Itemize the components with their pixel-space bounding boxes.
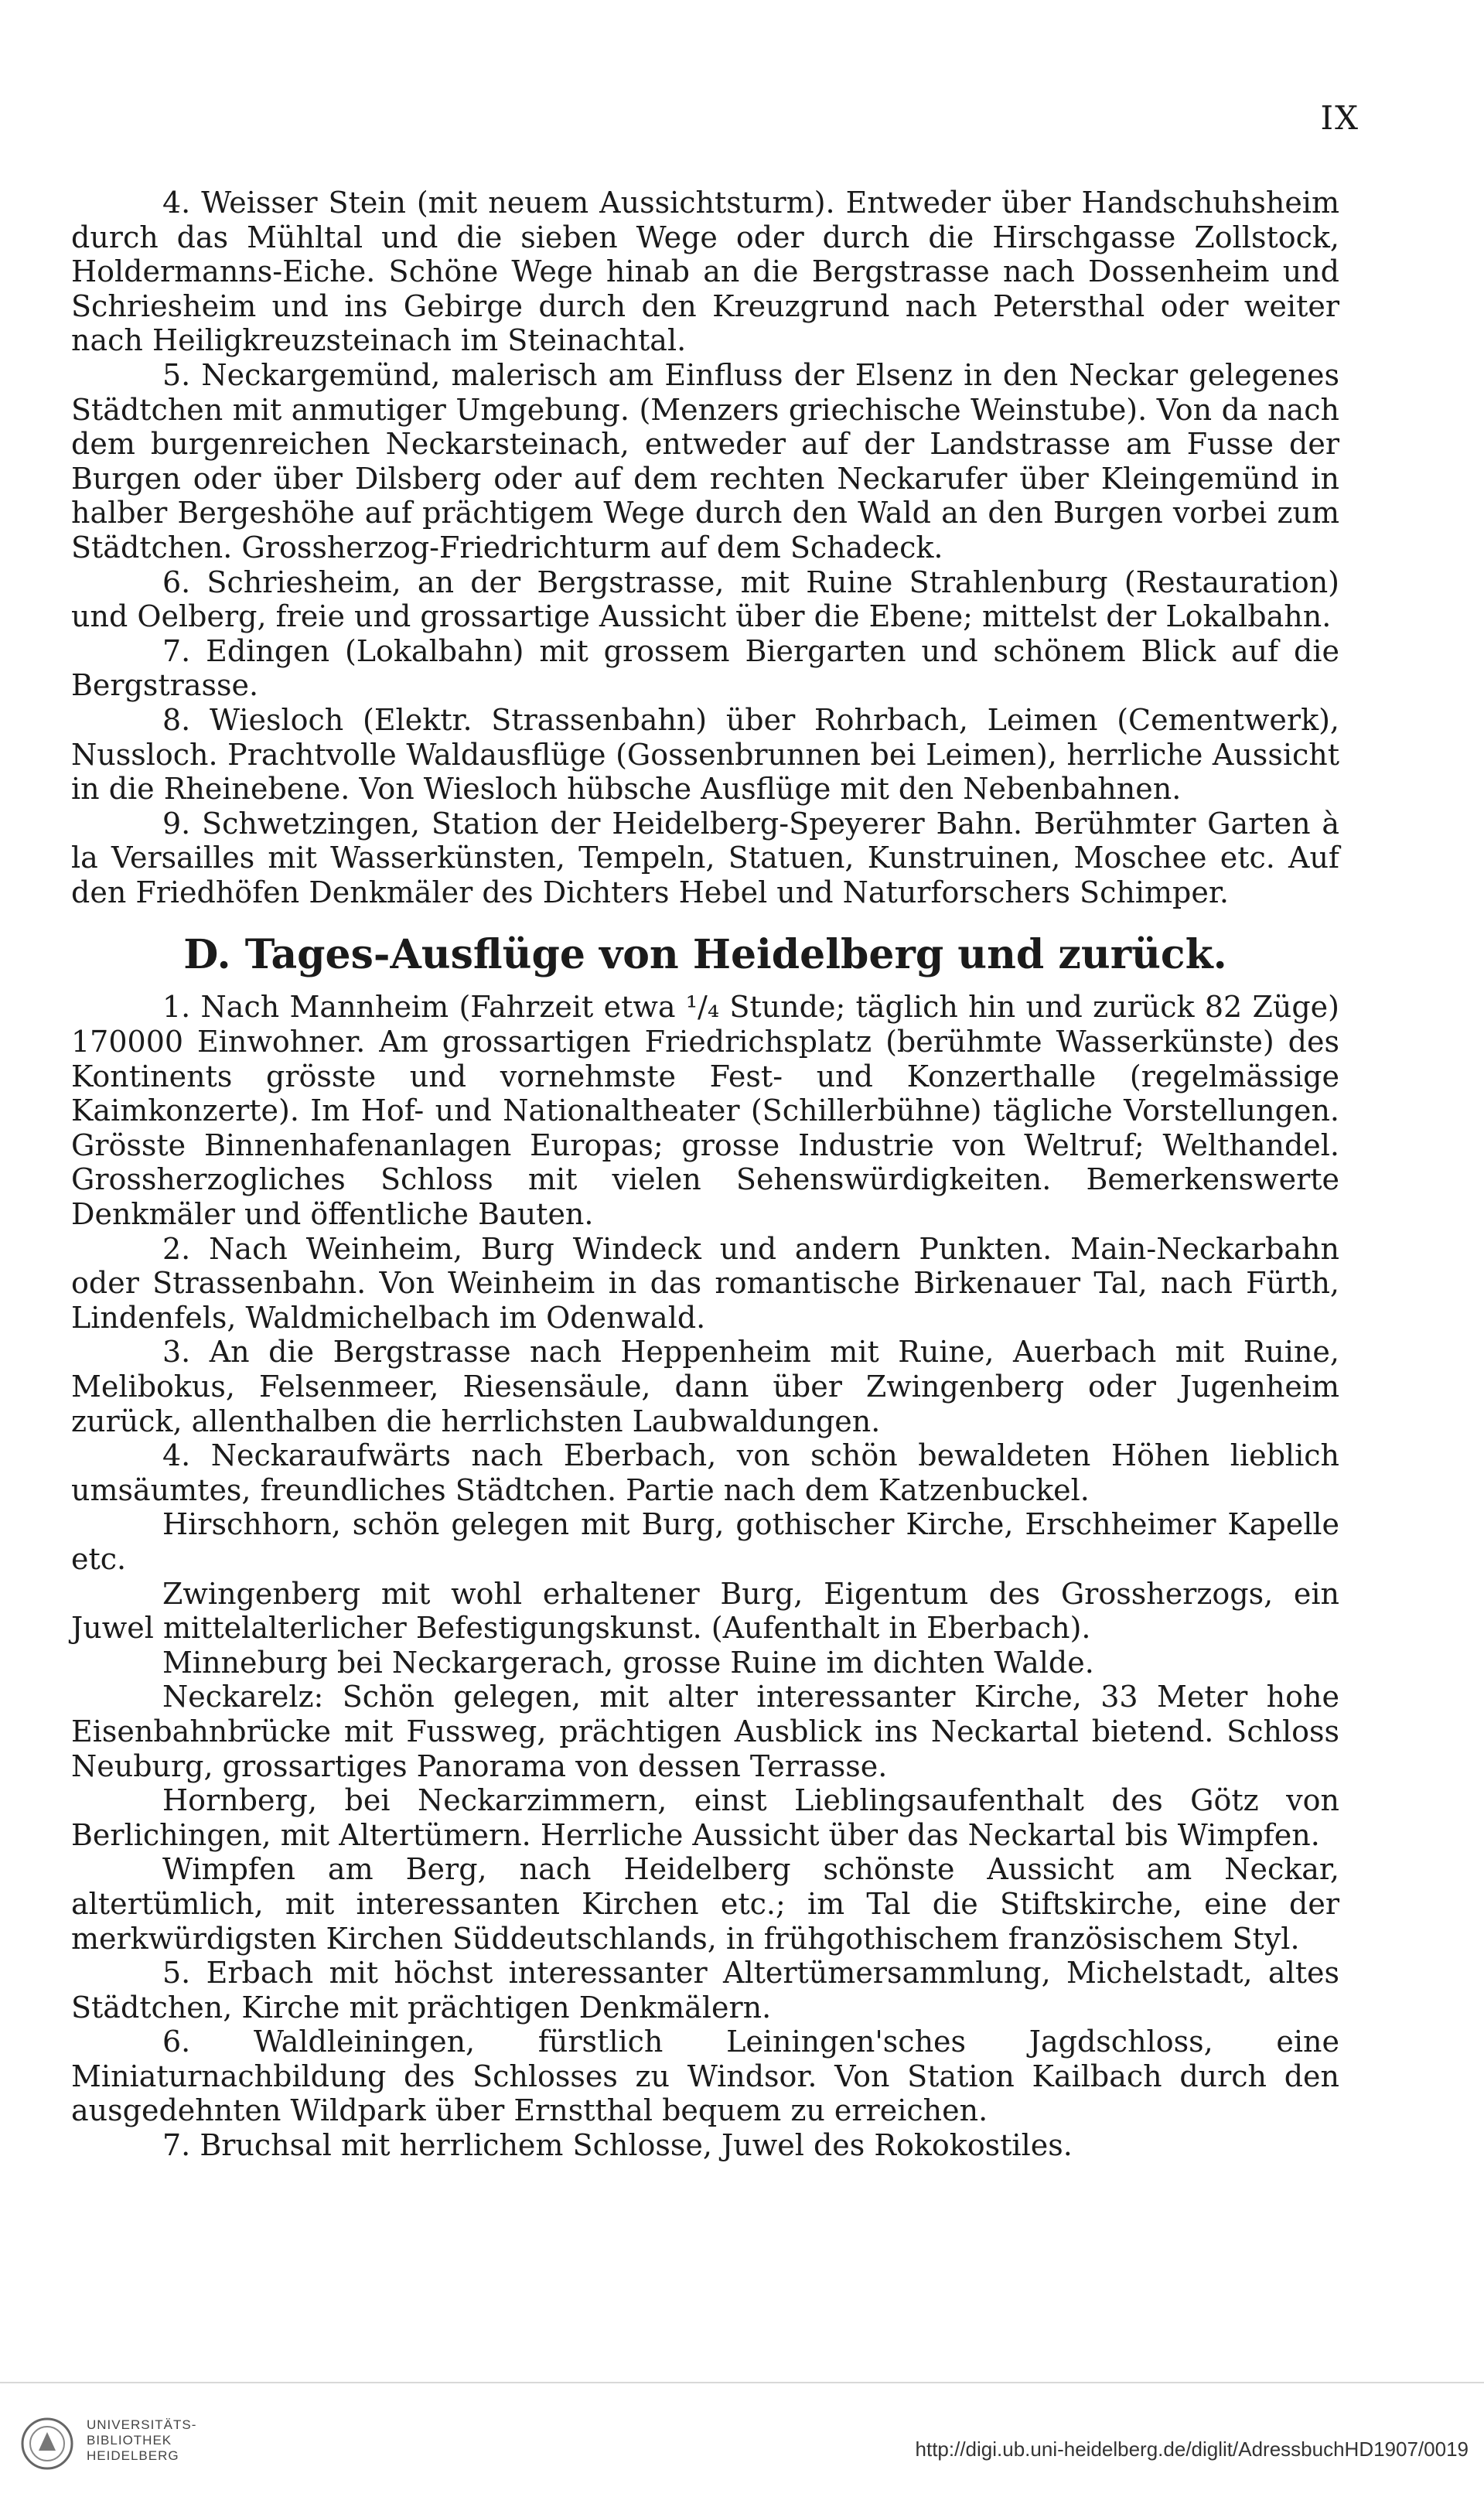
paragraph: 7. Edingen (Lokalbahn) mit grossem Biergarten und schönem Blick auf die Bergstrasse. (71, 633, 1339, 703)
paragraph: 4. Weisser Stein (mit neuem Aussichtsturm). Entweder über Handschuhsheim durch das Mühltal und die sieben Wege oder durch die Hirschgasse Zollstock, Holdermanns-Eiche. Schöne Wege hinab an die Bergstrasse nach Dossenheim und Schriesheim und ins Gebirge durch den Kreuzgrund nach Petersthal oder weiter nach Heiligkreuzsteinach im Steinachtal. (71, 186, 1339, 358)
paragraph: 7. Bruchsal mit herrlichem Schlosse, Juwel des Rokokostiles. (162, 2128, 1073, 2163)
paragraph: Zwingenberg mit wohl erhaltener Burg, Eigentum des Grossherzogs, ein Juwel mittelalterlicher Befestigungskunst. (Aufenthalt in Eberbach). (71, 1576, 1339, 1646)
library-name (87, 2417, 196, 2464)
paragraph: Hirschhorn, schön gelegen mit Burg, gothischer Kirche, Erschheimer Kapelle etc. (71, 1507, 1339, 1576)
paragraph: 8. Wiesloch (Elektr. Strassenbahn) über Rohrbach, Leimen (Cementwerk), Nussloch. Prachtvolle Waldausflüge (Gossenbrunnen bei Leimen), herrliche Aussicht in die Rheinebene. Von Wiesloch hübsche Ausflüge mit den Nebenbahnen. (71, 702, 1339, 807)
paragraph: 5. Erbach mit höchst interessanter Altertümersammlung, Michelstadt, altes Städtchen, Kirche mit prächtigen Denkmälern. (71, 1956, 1339, 2025)
paragraph: 9. Schwetzingen, Station der Heidelberg-Speyerer Bahn. Berühmter Garten à la Versailles mit Wasserkünsten, Tempeln, Statuen, Kunstruinen, Moschee etc. Auf den Friedhöfen Denkmäler des Dichters Hebel und Naturforschers Schimper. (71, 806, 1339, 909)
paragraph: Wimpfen am Berg, nach Heidelberg schönste Aussicht am Neckar, altertümlich, mit interessanten Kirchen etc.; im Tal die Stiftskirche, eine der merkwürdigsten Kirchen Süddeutschlands, in frühgothischem französischem Styl. (71, 1852, 1339, 1956)
paragraph: 6. Schriesheim, an der Bergstrasse, mit Ruine Strahlenburg (Restauration) und Oelberg, freie und grossartige Aussicht über die Ebene; mittelst der Lokalbahn. (71, 565, 1339, 634)
library-line: HEIDELBERG (87, 2448, 179, 2463)
section-heading: D. Tages-Ausflüge von Heidelberg und zurück. (183, 931, 1227, 979)
paragraph: Hornberg, bei Neckarzimmern, einst Lieblingsaufenthalt des Götz von Berlichingen, mit Altertümern. Herrliche Aussicht über das Neckartal bis Wimpfen. (71, 1783, 1339, 1852)
paragraph: 3. An die Bergstrasse nach Heppenheim mit Ruine, Auerbach mit Ruine, Melibokus, Felsenmeer, Riesensäule, dann über Zwingenberg oder Jugenheim zurück, allenthalben die herrlichsten Laubwaldungen. (71, 1335, 1339, 1438)
body-text (71, 186, 1339, 2163)
footer (0, 2382, 1484, 2504)
paragraph: 6. Waldleiningen, fürstlich Leiningen'sches Jagdschloss, eine Miniaturnachbildung des Schlosses zu Windsor. Von Station Kailbach durch den ausgedehnten Wildpark über Ernstthal bequem zu erreichen. (71, 2025, 1339, 2128)
paragraph: 5. Neckargemünd, malerisch am Einfluss der Elsenz in den Neckar gelegenes Städtchen mit anmutiger Umgebung. (Menzers griechische Weinstube). Von da nach dem burgenreichen Neckarsteinach, entweder auf der Landstrasse am Fusse der Burgen oder über Dilsberg oder auf dem rechten Neckarufer über Kleingemünd in halber Bergeshöhe auf prächtigem Wege durch den Wald an den Burgen vorbei zum Städtchen. Grossherzog-Friedrichturm auf dem Schadeck. (71, 357, 1339, 565)
library-line: UNIVERSITÄTS- (87, 2417, 197, 2432)
page-number: IX (1320, 99, 1359, 137)
paragraph: 1. Nach Mannheim (Fahrzeit etwa ¹/₄ Stunde; täglich hin und zurück 82 Züge) 170000 Einwohner. Am grossartigen Friedrichsplatz (berühmte Wasserkünste) des Kontinents grösste und vornehmste Fest- und Konzerthalle (regelmässige Kaimkonzerte). Im Hof- und Nationaltheater (Schillerbühne) tägliche Vorstellungen. Grösste Binnenhafenanlagen Europas; grosse Industrie von Weltruf; Welthandel. Grossherzogliches Schloss mit vielen Sehenswürdigkeiten. Bemerkenswerte Denkmäler und öffentliche Bauten. (71, 990, 1339, 1232)
library-line: BIBLIOTHEK (87, 2433, 172, 2448)
footer-divider (0, 2382, 1484, 2383)
source-url-link[interactable]: http://digi.ub.uni-heidelberg.de/diglit/AdressbuchHD1907/0019 (915, 2437, 1469, 2461)
paragraph: Neckarelz: Schön gelegen, mit alter interessanter Kirche, 33 Meter hohe Eisenbahnbrücke mit Fussweg, prächtigen Ausblick ins Neckartal bietend. Schloss Neuburg, grossartiges Panorama von dessen Terrasse. (71, 1680, 1339, 1783)
paragraph: 2. Nach Weinheim, Burg Windeck und andern Punkten. Main-Neckarbahn oder Strassenbahn. Von Weinheim in das romantische Birkenauer Tal, nach Fürth, Lindenfels, Waldmichelbach im Odenwald. (71, 1231, 1339, 1335)
university-seal-icon (20, 2417, 74, 2471)
paragraph: Minneburg bei Neckargerach, grosse Ruine im dichten Walde. (162, 1645, 1094, 1680)
paragraph: 4. Neckaraufwärts nach Eberbach, von schön bewaldeten Höhen lieblich umsäumtes, freundliches Städtchen. Partie nach dem Katzenbuckel. (71, 1438, 1339, 1507)
